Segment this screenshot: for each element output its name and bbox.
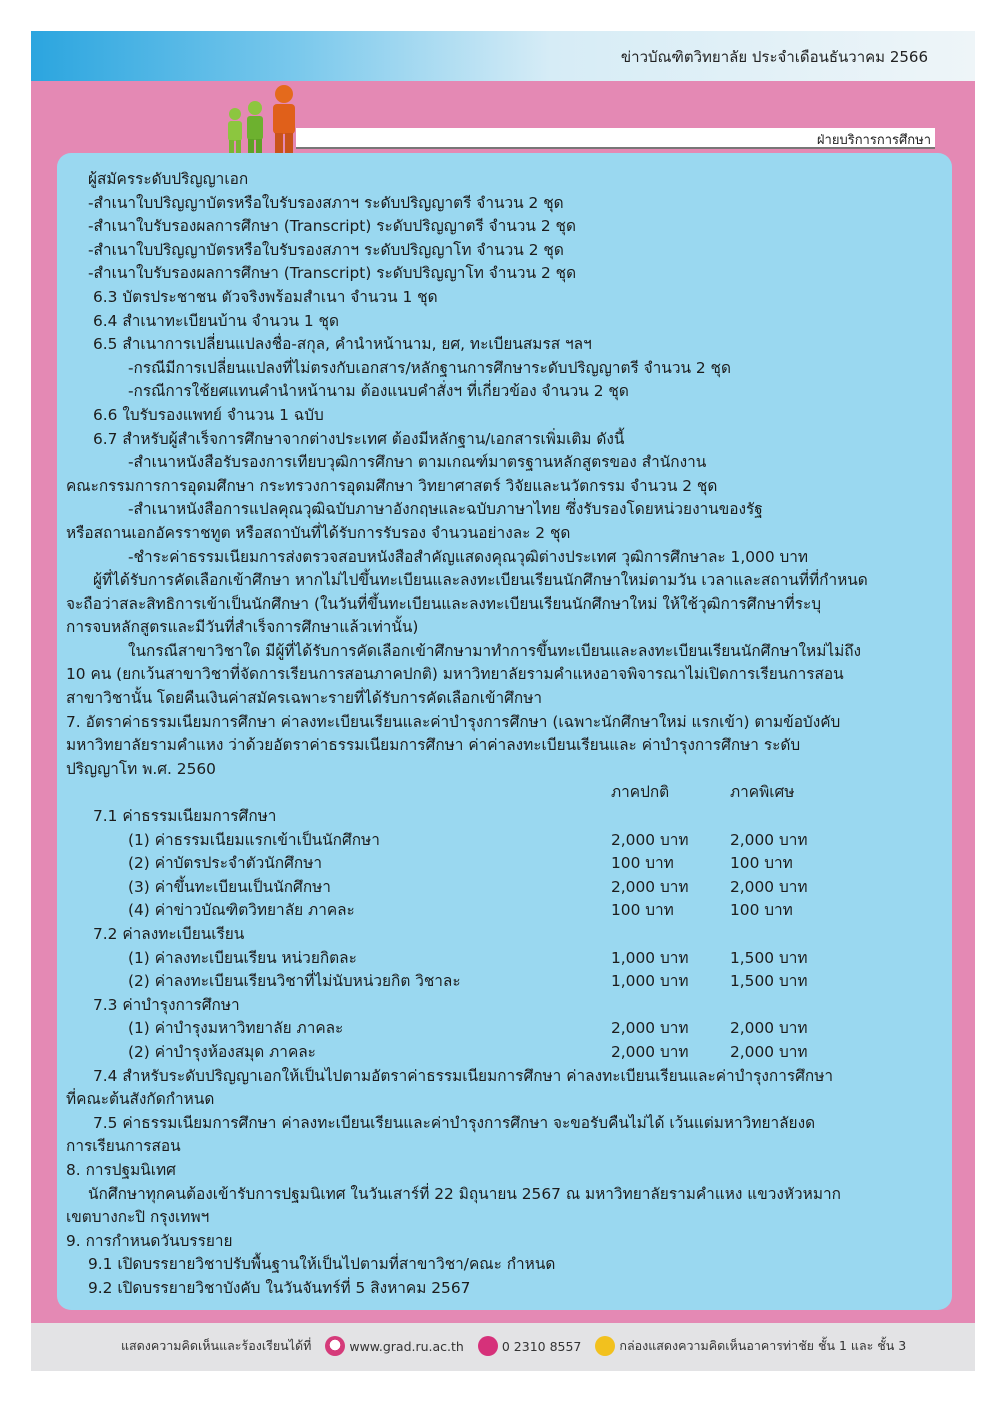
fee-row: (1) ค่าบำรุงมหาวิทยาลัย ภาคละ 2,000 บาท 2,000 บาท — [128, 1019, 808, 1038]
newsletter-title: ข่าวบัณฑิตวิทยาลัย ประจำเดือนธันวาคม 2566 — [620, 48, 928, 66]
fee-section: 7.1 ค่าธรรมเนียมการศึกษา — [93, 807, 277, 826]
section-8-text: นักศึกษาทุกคนต้องเข้ารับการปฐมนิเทศ ในวันเสาร์ที่ 22 มิถุนายน 2567 ณ มหาวิทยาลัยรามคำแหง แขวงหัวหมาก — [88, 1184, 841, 1203]
department-bar — [296, 128, 935, 149]
doc-6-5-b: -กรณีการใช้ยศแทนคำนำหน้านาม ต้องแนบคำสั่งฯ ที่เกี่ยวข้อง จำนวน 2 ชุด — [128, 382, 629, 401]
comment-box-location: กล่องแสดงความคิดเห็นอาคารท่าชัย ชั้น 1 และ ชั้น 3 — [619, 1338, 907, 1353]
fee-row: (2) ค่าลงทะเบียนเรียนวิชาที่ไม่นับหน่วยกิต วิชาละ 1,000 บาท 1,500 บาท — [128, 972, 808, 991]
phd-item: -สำเนาใบรับรองผลการศึกษา (Transcript) ระดับปริญญาตรี จำนวน 2 ชุด — [88, 217, 576, 236]
paragraph-selection-line: ผู้ที่ได้รับการคัดเลือกเข้าศึกษา หากไม่ไปขึ้นทะเบียนและลงทะเบียนเรียนนักศึกษาใหม่ตามวัน เวลาและสถานที่ที่กำหนด — [93, 571, 868, 590]
doc-6-7-c: -ชำระค่าธรรมเนียมการส่งตรวจสอบหนังสือสำคัญแสดงคุณวุฒิต่างประเทศ วุฒิการศึกษาละ 1,000 บาท — [128, 547, 809, 566]
footer — [31, 1323, 975, 1371]
section-7-5-cont: การเรียนการสอน — [66, 1137, 181, 1156]
mailbox-icon — [595, 1336, 615, 1356]
paragraph-cancellation-line: สาขาวิชานั้น โดยคืนเงินค่าสมัครเฉพาะรายที่ได้รับการคัดเลือกเข้าศึกษา — [66, 689, 543, 708]
section-8-text: เขตบางกะปิ กรุงเทพฯ — [66, 1208, 210, 1227]
department-label: ฝ่ายบริการการศึกษา — [816, 133, 931, 148]
doc-6-7-b: -สำเนาหนังสือการแปลคุณวุฒิฉบับภาษาอังกฤษและฉบับภาษาไทย ซึ่งรับรองโดยหน่วยงานของรัฐ — [128, 500, 763, 519]
doc-6-7-a-cont: คณะกรรมการการอุดมศึกษา กระทรวงการอุดมศึกษา วิทยาศาสตร์ วิจัยและนวัตกรรม จำนวน 2 ชุด — [66, 476, 718, 495]
phone-icon — [478, 1336, 498, 1356]
fee-row: (2) ค่าบัตรประจำตัวนักศึกษา 100 บาท 100 บาท — [128, 854, 793, 873]
phd-item: -สำเนาใบปริญญาบัตรหรือใบรับรองสภาฯ ระดับปริญญาโท จำนวน 2 ชุด — [88, 240, 564, 259]
fee-row: (3) ค่าขึ้นทะเบียนเป็นนักศึกษา 2,000 บาท 2,000 บาท — [128, 877, 808, 896]
website-icon — [325, 1336, 345, 1356]
doc-6-4: 6.4 สำเนาทะเบียนบ้าน จำนวน 1 ชุด — [93, 311, 339, 330]
paragraph-cancellation-line: ในกรณีสาขาวิชาใด มีผู้ที่ได้รับการคัดเลือกเข้าศึกษามาทำการขึ้นทะเบียนและลงทะเบียนเรียนนักศึกษาใหม่ไม่ถึง — [128, 641, 862, 660]
section-9-2: 9.2 เปิดบรรยายวิชาบังคับ ในวันจันทร์ที่ 5 สิงหาคม 2567 — [88, 1278, 471, 1297]
document-body — [66, 168, 942, 1301]
fee-table-header — [66, 781, 942, 805]
doc-6-6: 6.6 ใบรับรองแพทย์ จำนวน 1 ฉบับ — [93, 405, 324, 424]
fee-section: 7.3 ค่าบำรุงการศึกษา — [93, 995, 240, 1014]
section-9-title: 9. การกำหนดวันบรรยาย — [66, 1231, 233, 1250]
phone-number[interactable]: 0 2310 8557 — [501, 1338, 582, 1354]
paragraph-selection-line: การจบหลักสูตรและมีวันที่สำเร็จการศึกษาแล้วเท่านั้น) — [66, 618, 419, 637]
phd-heading: ผู้สมัครระดับปริญญาเอก — [88, 170, 249, 188]
section-7-5: 7.5 ค่าธรรมเนียมการศึกษา ค่าลงทะเบียนเรียนและค่าบำรุงการศึกษา จะขอรับคืนไม่ได้ เว้นแต่มหาวิทยาลัยงด — [93, 1113, 816, 1132]
paragraph-cancellation-line: 10 คน (ยกเว้นสาขาวิชาที่จัดการเรียนการสอนภาคปกติ) มหาวิทยาลัยรามคำแหงอาจพิจารณาไม่เปิดการเรียนการสอน — [66, 665, 844, 684]
doc-6-7-b-cont: หรือสถานเอกอัครราชทูต หรือสถาบันที่ได้รับการรับรอง จำนวนอย่างละ 2 ชุด — [66, 523, 571, 542]
fee-row: (1) ค่าธรรมเนียมแรกเข้าเป็นนักศึกษา 2,000 บาท 2,000 บาท — [128, 830, 808, 849]
section-7-title: 7. อัตราค่าธรรมเนียมการศึกษา ค่าลงทะเบียนเรียนและค่าบำรุงการศึกษา (เฉพาะนักศึกษาใหม่ แรกเข้า) ตามข้อบังคับ — [66, 712, 841, 731]
column-special: ภาคพิเศษ — [730, 783, 795, 802]
footer-contact — [121, 1336, 906, 1356]
fee-row: (1) ค่าลงทะเบียนเรียน หน่วยกิตละ 1,000 บาท 1,500 บาท — [128, 948, 808, 967]
website-link[interactable]: www.grad.ru.ac.th — [349, 1338, 464, 1354]
fee-section: 7.2 ค่าลงทะเบียนเรียน — [93, 925, 245, 943]
doc-6-7-a: -สำเนาหนังสือรับรองการเทียบวุฒิการศึกษา ตามเกณฑ์มาตรฐานหลักสูตรของ สำนักงาน — [128, 453, 707, 472]
column-regular: ภาคปกติ — [611, 783, 670, 802]
section-7-4: 7.4 สำหรับระดับปริญญาเอกให้เป็นไปตามอัตราค่าธรรมเนียมการศึกษา ค่าลงทะเบียนเรียนและค่าบำรุงการศึกษา — [93, 1066, 833, 1085]
doc-6-5: 6.5 สำเนาการเปลี่ยนแปลงชื่อ-สกุล, คำนำหน้านาม, ยศ, ทะเบียนสมรส ฯลฯ — [93, 335, 592, 354]
section-9-1: 9.1 เปิดบรรยายวิชาปรับพื้นฐานให้เป็นไปตามที่สาขาวิชา/คณะ กำหนด — [88, 1255, 556, 1274]
section-7-title: ปริญญาโท พ.ศ. 2560 — [66, 759, 216, 778]
doc-6-7: 6.7 สำหรับผู้สำเร็จการศึกษาจากต่างประเทศ ต้องมีหลักฐาน/เอกสารเพิ่มเติม ดังนี้ — [93, 429, 625, 448]
doc-6-5-a: -กรณีมีการเปลี่ยนแปลงที่ไม่ตรงกับเอกสาร/หลักฐานการศึกษาระดับปริญญาตรี จำนวน 2 ชุด — [128, 358, 731, 377]
paragraph-selection-line: จะถือว่าสละสิทธิการเข้าเป็นนักศึกษา (ในวันที่ขึ้นทะเบียนและลงทะเบียนเรียนนักศึกษาใหม่ ให้ใช้วุฒิการศึกษาที่ระบุ — [66, 594, 822, 613]
phd-item: -สำเนาใบปริญญาบัตรหรือใบรับรองสภาฯ ระดับปริญญาตรี จำนวน 2 ชุด — [88, 193, 564, 212]
footer-lead: แสดงความคิดเห็นและร้องเรียนได้ที่ — [121, 1338, 312, 1353]
section-8-title: 8. การปฐมนิเทศ — [66, 1160, 176, 1179]
doc-6-3: 6.3 บัตรประชาชน ตัวจริงพร้อมสำเนา จำนวน 1 ชุด — [93, 287, 438, 306]
fee-row: (4) ค่าข่าวบัณฑิตวิทยาลัย ภาคละ 100 บาท 100 บาท — [128, 901, 793, 920]
section-7-4-cont: ที่คณะต้นสังกัดกำหนด — [66, 1090, 215, 1109]
phd-item: -สำเนาใบรับรองผลการศึกษา (Transcript) ระดับปริญญาโท จำนวน 2 ชุด — [88, 264, 577, 283]
section-7-title: มหาวิทยาลัยรามคำแหง ว่าด้วยอัตราค่าธรรมเนียมการศึกษา ค่าค่าลงทะเบียนเรียนและ ค่าบำรุงการศึกษา ระดับ — [66, 736, 801, 755]
fee-row: (2) ค่าบำรุงห้องสมุด ภาคละ 2,000 บาท 2,000 บาท — [128, 1042, 808, 1061]
